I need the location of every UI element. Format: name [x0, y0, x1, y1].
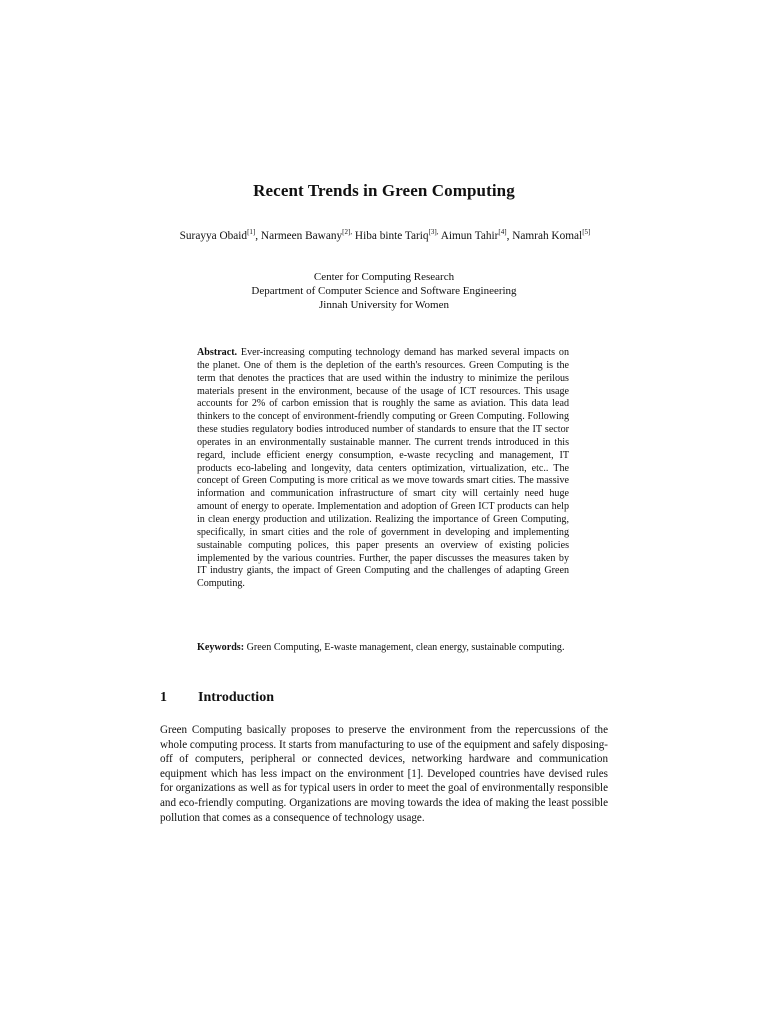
keywords	[197, 641, 569, 654]
author-ref: [5]	[582, 228, 591, 237]
affiliation-department: Department of Computer Science and Software Engineering	[251, 285, 517, 297]
keywords-text: Green Computing, E-waste management, clean energy, sustainable computing.	[246, 642, 565, 653]
section-heading-introduction	[160, 690, 610, 706]
author-ref: [1]	[247, 228, 256, 237]
author-list: Surayya Obaid[1], Narmeen Bawany$^{[2],}$ Hiba binte Tariq$^{[3],}$ Aimun Tahir[4], Namrah Komal[5]	[179, 228, 591, 242]
affiliation-university: Jinnah University for Women	[319, 299, 449, 311]
affiliation	[0, 270, 768, 312]
author-ref: [4]	[498, 228, 507, 237]
author-name: Aimun Tahir	[440, 230, 499, 242]
author-name: Surayya Obaid	[179, 230, 248, 242]
paper-title: Recent Trends in Green Computing	[253, 181, 515, 200]
author-name: Namrah Komal	[512, 230, 583, 242]
abstract-text: Ever-increasing computing technology demand has marked several impacts on the planet. One of them is the depletion of the earth's resources. Green Computing is the term that denotes the practices that are used within the industry to minimize the perilous materials present in the environment, because of the usage of ICT resources. This usage accounts for 2% of carbon emission that is roughly the same as aviation. This data lead thinkers to the concept of environment-friendly computing or Green Computing. Following these studies regulatory bodies introduced number of standards to ensure that the IT sector operates in an environmentally sustainable manner. The current trends introduced in this regard, include efficient energy consumption, e-waste recycling and management, IT products eco-labeling and longevity, data centers optimization, virtualization, etc.. The concept of Green Computing is more critical as we move towards smart cities. The massive information and communication infrastructure of smart city will certainly need huge amount of energy to operate. Implementation and adoption of Green ICT products can help in clean energy production and utilization. Realizing the importance of Green Computing, specifically, in smart cities and the role of government in developing and implementing sustainable computing polices, this paper presents an overview of existing policies implemented by the various countries. Further, the paper discusses the measures taken by IT industry giants, the impact of Green Computing and the challenges of adapting Green Computing.	[197, 347, 569, 590]
affiliation-center: Center for Computing Research	[313, 271, 455, 283]
abstract	[197, 347, 569, 591]
abstract-label: Abstract.	[197, 347, 238, 358]
section-number: 1	[160, 690, 167, 705]
introduction-paragraph: Green Computing basically proposes to preserve the environment from the repercussions of the whole computing process. It starts from manufacturing to use of the equipment and safely disposing-off of computers, peripheral or connected devices, networking hardware and communication equipment which has less impact on the environment [1]. Developed countries have devised rules for organizations as well as for typical users in order to meet the goal of environmentally responsible and eco-friendly computing. Organizations are moving towards the idea of making the least possible pollution that comes as a consequence of technology usage.	[160, 724, 608, 824]
section-title: Introduction	[198, 690, 274, 705]
author-name: Narmeen Bawany	[260, 230, 343, 242]
keywords-label: Keywords:	[197, 642, 245, 653]
author-name: Hiba binte Tariq	[354, 230, 429, 242]
author-ref: [2],	[342, 228, 353, 237]
author-ref: [3],	[428, 228, 439, 237]
